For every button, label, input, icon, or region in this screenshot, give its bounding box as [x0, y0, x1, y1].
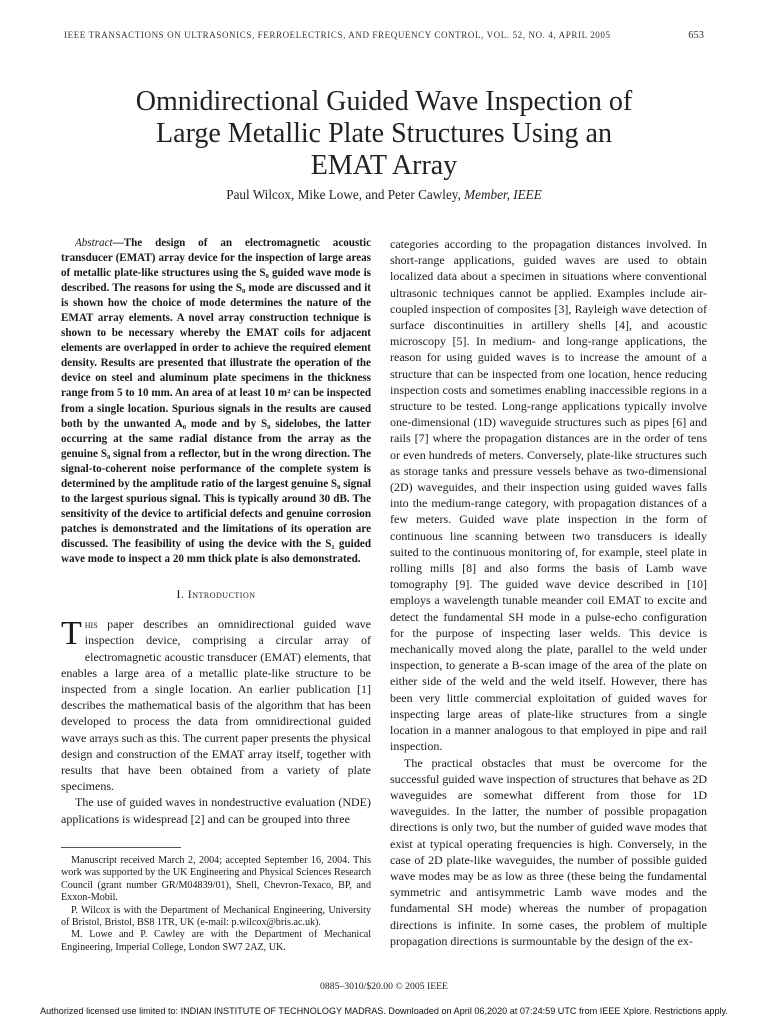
- license-notice: Authorized licensed use limited to: INDIAN INSTITUTE OF TECHNOLOGY MADRAS. Downloaded on April 06,2020 at 07:24:59 UTC from IEEE Xplore. Restrictions apply.: [40, 1006, 728, 1016]
- paper-title: [40, 86, 728, 182]
- right-column: [390, 236, 707, 949]
- drop-cap: T: [61, 615, 82, 653]
- footnote-divider: [61, 847, 181, 848]
- title-line: EMAT Array: [310, 150, 458, 181]
- left-column: [61, 236, 371, 827]
- drop-cap-continuation: his: [84, 617, 98, 632]
- abstract-label: Abstract: [75, 237, 113, 249]
- intro-paragraph-1: [61, 616, 371, 794]
- intro-paragraph-3: The practical obstacles that must be overcome for the successful guided wave inspection of structures that behave as 2D waveguides are somewhat different from those for 1D waveguides. In the latter, the number of possible propagation directions is only two, but the number of guided wave modes that exist at typical operating frequencies is high. Conversely, in the case of 2D plate-like waveguides, the number of possible guided wave modes may be as low as three (these being the fundamental symmetric and antisymmetric Lamb wave modes and the fundamental SH mode) whereas the number of propagation directions is infinite. In some cases, the problem of multiple propagation directions is surmountable by the design of the ex-: [390, 755, 707, 948]
- author-line: [40, 187, 728, 203]
- running-header: [64, 30, 704, 41]
- footnote-manuscript: Manuscript received March 2, 2004; accepted September 16, 2004. This work was supported by the UK Engineering and Physical Sciences Research Council (grant number GR/M04839/01), Shell, Chevron-Texaco, BP, and Exxon-Mobil.: [61, 855, 371, 904]
- intro-paragraph-2: The use of guided waves in nondestructive evaluation (NDE) applications is widespread [2] and can be grouped into three: [61, 795, 371, 826]
- copyright-line: 0885–3010/$20.00 © 2005 IEEE: [320, 981, 448, 992]
- author-names: Paul Wilcox, Mike Lowe, and Peter Cawley,: [226, 187, 461, 202]
- abstract-text: —The design of an electromagnetic acoustic transducer (EMAT) array device for the inspection of large areas of metallic plate-like structures using the S₀ guided wave mode is described. The reasons for using the S₀ mode are discussed and it is shown how the choice of mode determines the nature of the EMAT array elements. A novel array construction technique is shown to be necessary whereby the EMAT coils for adjacent elements are overlapped in order to achieve the required element density. Results are presented that illustrate the operation of the device on steel and aluminum plate specimens in the thickness range from 5 to 10 mm. An area of at least 10 m² can be inspected from a single location. Spurious signals in the results are caused both by the unwanted A₀ mode and by S₀ sidelobes, the latter occurring at the same radial distance from the array as the genuine S₀ signal from a reflector, but in the wrong direction. The signal-to-coherent noise performance of the complete system is determined by the amplitude ratio of the largest genuine S₀ signal to the largest spurious signal. This is typically around 30 dB. The sensitivity of the device to artificial defects and genuine corrosion patches is demonstrated and the limitations of its operation are discussed. The feasibility of using the device with the S₁ guided wave mode to inspect a 20 mm thick plate is also demonstrated.: [61, 237, 371, 565]
- page-number: 653: [688, 30, 704, 41]
- abstract: [61, 236, 371, 567]
- footnotes: [61, 855, 371, 954]
- title-line: Omnidirectional Guided Wave Inspection of: [135, 86, 633, 117]
- member-status: Member, IEEE: [464, 187, 542, 202]
- journal-line: IEEE TRANSACTIONS ON ULTRASONICS, FERROELECTRICS, AND FREQUENCY CONTROL, VOL. 52, NO. 4, APRIL 2005: [64, 30, 611, 40]
- footnote-affiliation-wilcox: P. Wilcox is with the Department of Mechanical Engineering, University of Bristol, Bristol, BS8 1TR, UK (e-mail: p.wilcox@bris.ac.uk).: [61, 904, 371, 929]
- intro-paragraph-2-continued: categories according to the propagation distances involved. In short-range applications, guided waves are used to obtain localized data about a specimen in situations where conventional ultrasonic techniques cannot be applied. Examples include air-coupled inspection of composites [3], Rayleigh wave detection of surface discontinuities in artillery shells [4], and acoustic microscopy [5]. In medium- and long-range applications, the reason for using guided waves is to increase the amount of a structure that can be inspected from one location, hence reducing inspection costs and sometimes enabling inaccessible regions in a structure to be tested. Long-range applications typically involve one-dimensional (1D) waveguide structures such as pipes [6] and rails [7] where the propagation distances are in the order of tens or even hundreds of meters. Conversely, plate-like structures such as storage tanks and pressure vessels behave as two-dimensional (2D) waveguides, and their inspection using guided waves falls into the medium-range category, with propagation distances of a few meters. Guided wave plate inspection in the form of continuous line scanning between two transducers is ideally suited to the continuous monitoring of, for example, steel plate in rolling mills [8] and also forms the basis of Lamb wave tomography [9]. The guided wave device described in [10] employs a wavelength tunable meander coil EMAT to excite and detect the fundamental SH mode in a pulse-echo configuration for the purpose of inspecting laser welds. This device is mechanically moved along the plate, parallel to the weld under inspection, to generate a B-scan image of the area of the plate on either side of the weld and the weld itself. However, there has been very little commercial exploitation of guided waves for inspecting large areas of plate-like structures from a single location in a manner analogous to that employed in pipe and rail inspection.: [390, 237, 707, 754]
- footnote-affiliation-lowe-cawley: M. Lowe and P. Cawley are with the Department of Mechanical Engineering, Imperial College, London SW7 2AZ, UK.: [61, 929, 371, 953]
- section-heading-introduction: I. Introduction: [176, 587, 256, 602]
- paragraph-text: paper describes an omnidirectional guided wave inspection device, comprising a circular array of electromagnetic acoustic transducer (EMAT) elements, that enables a large area of a metallic plate-like structure to be inspected from a single location. An earlier publication [1] describes the mathematical basis of the algorithm that has been developed to process the data from omnidirectional guided wave arrays such as this. The current paper presents the physical design and construction of the EMAT array itself, together with results that have been obtained from a variety of plate specimens.: [61, 617, 372, 794]
- title-line: Large Metallic Plate Structures Using an: [156, 118, 612, 149]
